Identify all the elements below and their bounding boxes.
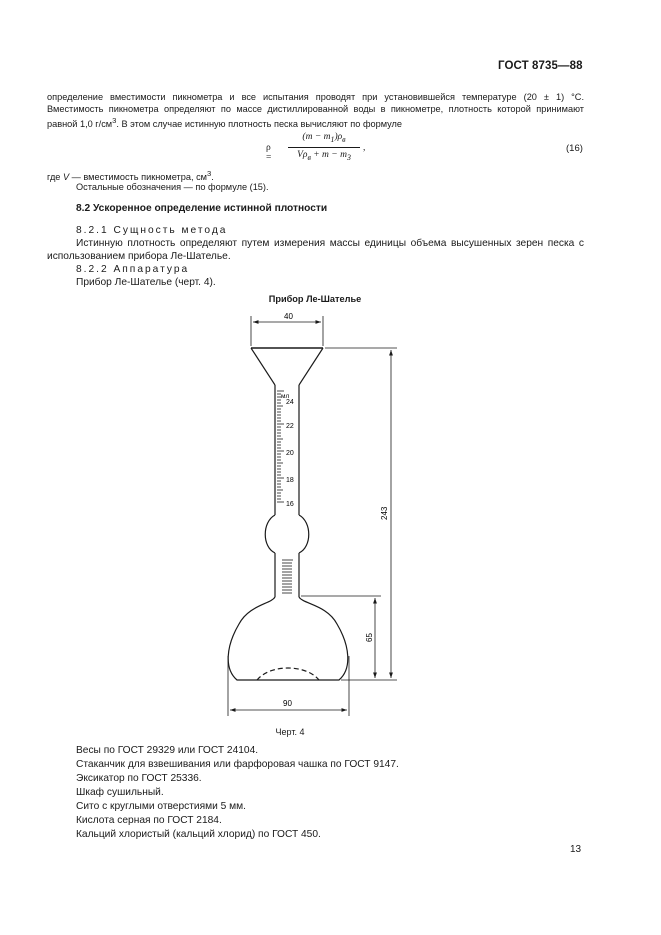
scale-unit-label: мл — [281, 393, 290, 400]
list-item: Шкаф сушильный. — [76, 787, 164, 798]
list-item: Кислота серная по ГОСТ 2184. — [76, 815, 222, 826]
intro-paragraph: определение вместимости пикнометра и все испытания проводят при установившейся температуре (20 ± 1) °С. Вместимость пикнометра определяют по массе дистиллированной воды в пикнометре, плотность которой принимают равной 1,0 $г/см^3$. В этом случае истинную плотность песка вычисляют по формуле — [47, 92, 584, 130]
subsection-text-apparatus: Прибор Ле-Шателье (черт. 4). — [76, 277, 216, 288]
page-number: 13 — [570, 844, 582, 855]
where-clause: где V — вместимость пикнометра, $см^3$. — [47, 169, 214, 183]
formula-lhs: ρ = — [266, 143, 272, 163]
equipment-list — [76, 744, 399, 842]
list-item: Сито с круглыми отверстиями 5 мм. — [76, 801, 246, 812]
subsection-title-essence: 8.2.1 Сущность метода — [76, 225, 228, 236]
formula-numerator: $(m - m_1)\rho_в$ — [302, 132, 346, 144]
graduation-scale-lower — [282, 560, 293, 593]
formula-trailing: , — [363, 143, 366, 153]
list-item: Эксикатор по ГОСТ 25336. — [76, 773, 202, 784]
dimension-lower-label: 65 — [365, 633, 374, 642]
scale-label: 24 — [286, 399, 294, 406]
list-item: Кальций хлористый (кальций хлорид) по ГОСТ 450. — [76, 829, 321, 840]
scale-label: 20 — [286, 450, 294, 457]
scale-label: 16 — [286, 501, 294, 508]
subsection-title-apparatus: 8.2.2 Аппаратура — [76, 264, 190, 275]
graduation-scale-upper — [277, 391, 284, 502]
rest-notation: Остальные обозначения — по формуле (15). — [76, 182, 269, 192]
dimension-bottom-label: 90 — [283, 699, 292, 708]
dimension-height-label: 243 — [380, 506, 389, 520]
document-code-header: ГОСТ 8735—88 — [498, 60, 583, 72]
scale-label: 22 — [286, 423, 294, 430]
formula-denominator: $V\rho_в + m - m_3$ — [297, 150, 351, 162]
subsection-text-essence: Истинную плотность определяют путем измерения массы единицы объема высушенных зерен песка с использованием прибора Ле-Шателье. — [47, 238, 584, 262]
figure-caption: Черт. 4 — [275, 727, 305, 737]
dimension-top-label: 40 — [284, 312, 293, 321]
scale-label: 18 — [286, 477, 294, 484]
equation-number: (16) — [566, 143, 583, 154]
list-item: Стаканчик для взвешивания или фарфоровая чашка по ГОСТ 9147. — [76, 759, 399, 770]
figure-title: Прибор Ле-Шателье — [268, 294, 362, 304]
list-item: Весы по ГОСТ 29329 или ГОСТ 24104. — [76, 745, 259, 756]
section-title: 8.2 Ускоренное определение истинной плотности — [76, 203, 328, 214]
